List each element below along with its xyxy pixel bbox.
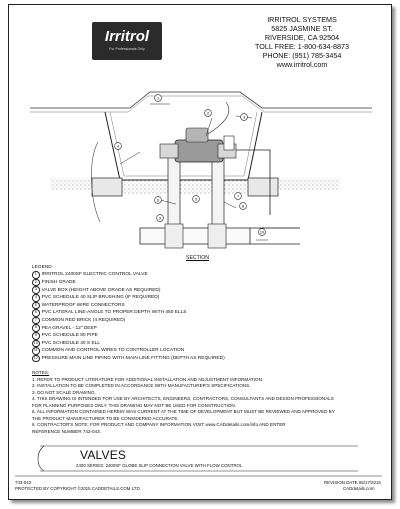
legend-item-text: PRESSURE MAIN LINE PIPING WITH MAIN LINE FITTING (DEPTH AS REQUIRED) xyxy=(41,355,225,361)
legend-item-number: 4 xyxy=(32,294,40,302)
note-line: 1. REFER TO PRODUCT LITERATURE FOR ADDITIONAL INSTALLATION AND ADJUSTMENT INFORMATION. xyxy=(32,376,264,382)
legend-item-number: 11 xyxy=(32,347,40,355)
legend-item-number: 5 xyxy=(32,302,40,310)
company-address: 5825 JASMINE ST. xyxy=(271,24,333,33)
legend-item-number: 3 xyxy=(32,286,40,294)
legend-item-text: COMMON RED BRICK (4 REQUIRED) xyxy=(41,317,126,323)
logo-tagline: For Professionals Only xyxy=(109,47,145,51)
legend-item-text: PVC LATERAL LINE-ANGLE TO PROPER DEPTH WITH 450 ELLS xyxy=(41,310,187,316)
company-name: IRRITROL SYSTEMS xyxy=(267,15,337,24)
note-line: THE PRODUCT MANUFACTURER TO BE CONSIDERED ACCURATE. xyxy=(32,415,179,421)
company-tollfree: TOLL FREE: 1-800-634-8873 xyxy=(255,42,349,51)
drawing-id: 743-043 xyxy=(15,480,32,485)
callout-number: 8 xyxy=(241,204,245,209)
legend-item-number: 8 xyxy=(32,324,40,332)
note-line: REFERENCE NUMBER 743-043. xyxy=(32,428,101,434)
legend-item-text: COMMON AND CONTROL WIRES TO CONTROLLER LOCATION xyxy=(41,348,185,354)
legend-item-text: IRRITROL 2400SF ELECTRIC CONTROL VALVE xyxy=(41,272,148,278)
legend-item-text: PVC SCHEDULE 80 PIPE xyxy=(41,333,98,339)
drawing-title: VALVES xyxy=(80,448,127,462)
logo-brand: Irritrol xyxy=(104,28,150,45)
callout-number: 10 xyxy=(259,230,265,235)
note-line: FOR PLANNING PURPOSES ONLY. THIS DRAWING MAY NOT BE USED FOR CONSTRUCTION. xyxy=(32,402,237,408)
callout-number: 2 xyxy=(206,111,210,116)
company-web: www.irritrol.com xyxy=(276,60,328,69)
legend-item-number: 2 xyxy=(32,279,40,287)
callout-number: 9 xyxy=(158,216,162,221)
note-line: 4. THIS DRAWING IS INTENDED FOR USE BY ARCHITECTS, ENGINEERS, CONTRACTORS, CONSULTANTS AND DESIGN PROFESSIONALS xyxy=(32,396,334,401)
legend-item-text: PEA GRAVEL - 12" DEEP xyxy=(41,325,97,331)
legend-item-text: PVC SCHEDULE 40 SLIP BRUSHING (IF REQUIRED) xyxy=(41,295,160,301)
legend-item-text: VALVE BOX (HEIGHT ABOVE GRADE AS REQUIRED) xyxy=(41,287,161,293)
legend-item-text: PVC SCHEDULE 40 S ELL xyxy=(41,340,100,346)
notes-title: NOTES: xyxy=(32,370,50,375)
caddetails-site: CADdetails.com xyxy=(343,486,375,491)
callout-number: 1 xyxy=(156,96,160,101)
note-line: 6. CONTRACTOR'S NOTE: FOR PRODUCT AND COMPANY INFORMATION VISIT www.CADdetails.com/info AND ENTER xyxy=(32,422,286,427)
legend-item-number: 9 xyxy=(32,332,40,340)
legend-item-number: 1 xyxy=(32,271,40,279)
copyright: PROTECTED BY COPYRIGHT ©2015 CADDETAILS.COM LTD. xyxy=(15,486,141,491)
callout-number: 5 xyxy=(194,197,198,202)
drawing-subtitle: 2400 SERIES: 2400SF GLOBE SLIP CONNECTION VALVE WITH FLOW CONTROL xyxy=(76,463,243,468)
company-phone: PHONE: (951) 785-3454 xyxy=(262,51,342,60)
callout-number: 6 xyxy=(156,198,160,203)
legend-title: LEGEND xyxy=(32,265,52,270)
section-label: SECTION xyxy=(186,255,210,261)
callout-number: 3 xyxy=(242,115,246,120)
callout-number: 4 xyxy=(116,144,120,149)
legend-item-text: FINISH GRADE xyxy=(41,279,76,285)
company-city: RIVERSIDE, CA 92504 xyxy=(264,33,340,42)
note-line: 5. ALL INFORMATION CONTAINED HEREIN WAS CURRENT AT THE TIME OF DEVELOPMENT BUT MUST BE REVIEWED AND APPROVED BY xyxy=(32,409,335,414)
title-block xyxy=(32,444,362,472)
note-line: 3. DO NOT SCALE DRAWING. xyxy=(32,389,96,395)
legend-item-number: 7 xyxy=(32,317,40,325)
revision-date: REVISION DATE 06/17/2015 xyxy=(324,480,381,485)
legend-item-number: 6 xyxy=(32,309,40,317)
legend-item-text: WATERPROOF WIRE CONNECTORS xyxy=(41,302,125,308)
legend-item-number: 12 xyxy=(32,355,40,363)
note-line: 2. INSTALLATION TO BE COMPLETED IN ACCORDANCE WITH MANUFACTURER'S SPECIFICATIONS. xyxy=(32,383,251,388)
callout-number: 7 xyxy=(236,194,240,199)
legend-item-number: 10 xyxy=(32,340,40,348)
